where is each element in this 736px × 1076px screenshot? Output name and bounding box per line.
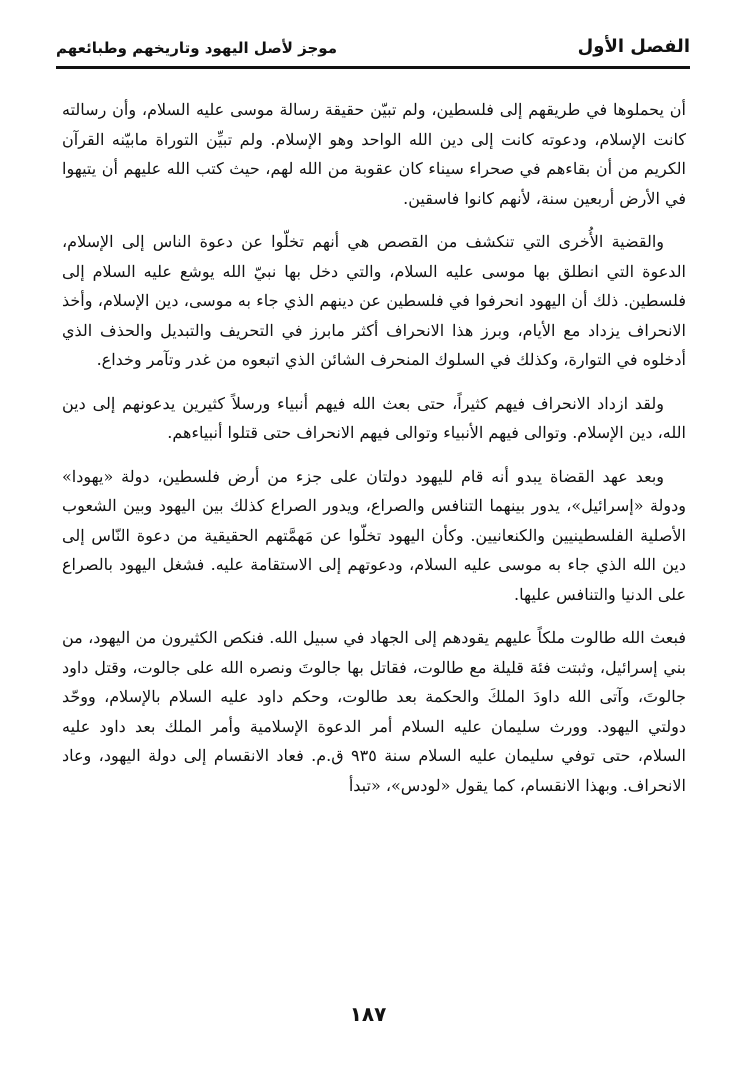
book-subtitle: موجز لأصل اليهود وتاريخهم وطبائعهم bbox=[56, 39, 337, 57]
paragraph-4: وبعد عهد القضاة يبدو أنه قام لليهود دولتان على جزء من أرض فلسطين، دولة «يهودا» ودولة «إسرائيل»، يدور بينهما التنافس والصراع، ويدور الصراع كذلك بين اليهود وبين الشعوب الأصلية الفلسطينيين والكنعانيين. وكأن اليهود تخلّوا عن مَهمَّتهم الحقيقية من دعوة النّاس إلى دين الله الذي جاء به موسى عليه السلام، ودعوتهم إلى الاستقامة عليه. فشغل اليهود بالصراع على الدنيا والتنافس عليها. bbox=[62, 466, 686, 604]
paragraph-5: فبعث الله طالوت ملكاً عليهم يقودهم إلى الجهاد في سبيل الله. فنكص الكثيرون من اليهود، من بني إسرائيل، وثبتت فئة قليلة مع طالوت، فقاتل بها جالوتَ ونصره الله على جالوت، وقتل داود جالوتَ، وآتى الله داودَ الملكَ والحكمة بعد طالوت، وحكم داود عليه السلام بالإسلام، ووحّد دولتي اليهود. وورث سليمان عليه السلام أمر الدعوة الإسلامية وأمر الملك بعد داود عليه السلام، حتى توفي سليمان عليه السلام سنة ٩٣٥ ق.م. فعاد الانقسام إلى دولة اليهود، وعاد الانحراف. وبهذا الانقسام، كما يقول «لودس»، «تبدأ bbox=[62, 628, 687, 795]
paragraph-1: أن يحملوها في طريقهم إلى فلسطين، ولم تبيّن حقيقة رسالة موسى عليه السلام، وأن رسالته كانت الإسلام، ودعوته كانت إلى دين الله الواحد وهو الإسلام. ولم تبيِّن التوراة مابيّنه القرآن الكريم من أن بقاءهم في صحراء سيناء كان عقوبة من الله لهم، حيث كتب الله عليهم أن يتيهوا في الأرض أربعين سنة، لأنهم كانوا فاسقين. bbox=[62, 100, 686, 208]
body-text bbox=[62, 95, 686, 814]
chapter-title: الفصل الأول bbox=[577, 36, 690, 57]
header-divider bbox=[56, 66, 690, 69]
paragraph-2: والقضية الأُخرى التي تنكشف من القصص هي أنهم تخلّوا عن دعوة الناس إلى الإسلام، الدعوة التي انطلق بها موسى عليه السلام، والتي دخل بها نبيّ الله يوشع عليه السلام إلى فلسطين. ذلك أن اليهود انحرفوا في فلسطين عن دينهم الذي جاء به موسى، دين الإسلام، وأخذ الانحراف يزداد مع الأيام، وبرز هذا الانحراف أكثر مابرز في التحريف والتبديل والحذف الذي أدخلوه في التوارة، وكذلك في السلوك المنحرف الشائن الذي اتبعوه من غدر وتآمر وخداع. bbox=[62, 232, 687, 369]
page-number: ١٨٧ bbox=[349, 1002, 387, 1026]
running-header bbox=[56, 30, 690, 62]
paragraph-3: ولقد ازداد الانحراف فيهم كثيراً، حتى بعث الله فيهم أنبياء ورسلاً كثيرين يدعونهم إلى دين الله، دين الإسلام. وتوالى فيهم الأنبياء وتوالى فيهم الانحراف حتى قتلوا أنبياءهم. bbox=[62, 393, 686, 442]
